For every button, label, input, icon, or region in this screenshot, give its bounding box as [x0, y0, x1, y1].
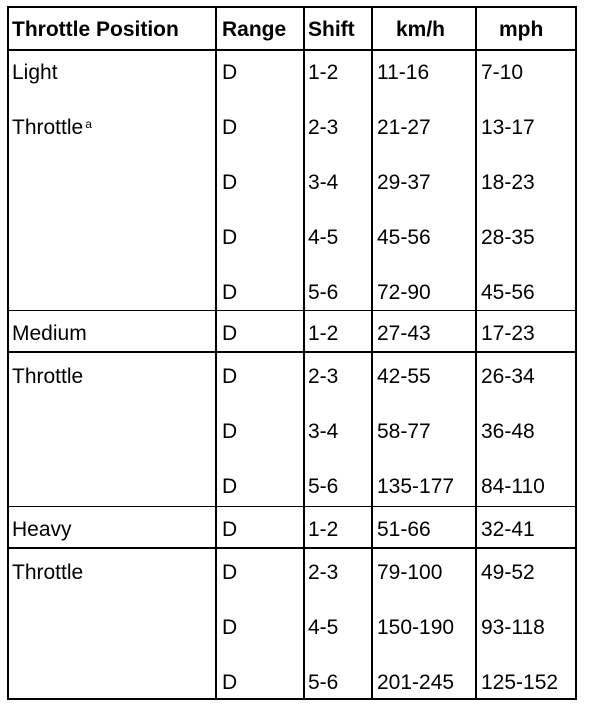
throttle-label-light: Light [12, 61, 58, 84]
cell-shift: 5-6 [308, 281, 339, 304]
group-divider [9, 547, 575, 549]
header-shift: Shift [308, 18, 355, 41]
cell-shift: 1-2 [308, 61, 339, 84]
cell-range: D [222, 116, 238, 139]
cell-kmh: 150-190 [377, 616, 455, 639]
cell-shift: 1-2 [308, 322, 339, 345]
cell-shift: 5-6 [308, 671, 339, 694]
cell-mph: 125-152 [481, 671, 559, 694]
cell-kmh: 21-27 [377, 116, 431, 139]
cell-mph: 18-23 [481, 171, 535, 194]
cell-shift: 4-5 [308, 616, 339, 639]
group-divider [9, 351, 575, 353]
cell-shift: 2-3 [308, 365, 339, 388]
cell-kmh: 42-55 [377, 365, 431, 388]
throttle-label-heavy-2: Throttle [12, 561, 84, 584]
cell-mph: 93-118 [481, 616, 545, 639]
cell-kmh: 58-77 [377, 420, 431, 443]
header-mph: mph [499, 18, 544, 41]
row-divider [9, 310, 575, 311]
header-kmh: km/h [396, 18, 446, 41]
cell-range: D [222, 281, 238, 304]
row-divider [9, 506, 575, 507]
throttle-label-medium-2: Throttle [12, 365, 84, 388]
cell-kmh: 135-177 [377, 475, 455, 498]
header-range: Range [222, 18, 287, 41]
column-divider [303, 8, 305, 698]
cell-range: D [222, 475, 238, 498]
cell-shift: 3-4 [308, 171, 339, 194]
cell-kmh: 29-37 [377, 171, 431, 194]
cell-mph: 28-35 [481, 226, 535, 249]
cell-kmh: 11-16 [377, 61, 430, 84]
header-divider [9, 49, 575, 51]
cell-range: D [222, 61, 238, 84]
cell-shift: 5-6 [308, 475, 339, 498]
cell-range: D [222, 518, 238, 541]
cell-range: D [222, 322, 238, 345]
cell-mph: 13-17 [481, 116, 535, 139]
cell-kmh: 27-43 [377, 322, 431, 345]
throttle-label-heavy: Heavy [12, 518, 72, 541]
column-divider [475, 8, 477, 698]
footnote-marker: a [85, 117, 92, 131]
header-throttle-position: Throttle Position [12, 18, 179, 41]
cell-range: D [222, 365, 238, 388]
cell-shift: 2-3 [308, 561, 339, 584]
cell-mph: 32-41 [481, 518, 535, 541]
cell-range: D [222, 561, 238, 584]
cell-shift: 4-5 [308, 226, 339, 249]
cell-mph: 36-48 [481, 420, 535, 443]
throttle-label-light-2: Throttle $^a$ [12, 116, 92, 139]
column-divider [215, 8, 217, 698]
cell-range: D [222, 420, 238, 443]
cell-range: D [222, 226, 238, 249]
cell-mph: 26-34 [481, 365, 535, 388]
cell-mph: 45-56 [481, 281, 535, 304]
cell-kmh: 51-66 [377, 518, 431, 541]
column-divider [371, 8, 373, 698]
throttle-label-medium: Medium [12, 322, 87, 345]
cell-mph: 17-23 [481, 322, 535, 345]
cell-shift: 1-2 [308, 518, 339, 541]
cell-mph: 49-52 [481, 561, 535, 584]
shift-speed-table [7, 6, 577, 700]
cell-kmh: 45-56 [377, 226, 431, 249]
cell-range: D [222, 671, 238, 694]
cell-mph: 7-10 [481, 61, 524, 84]
cell-kmh: 201-245 [377, 671, 455, 694]
cell-kmh: 72-90 [377, 281, 431, 304]
cell-range: D [222, 171, 238, 194]
cell-shift: 3-4 [308, 420, 339, 443]
cell-shift: 2-3 [308, 116, 339, 139]
cell-mph: 84-110 [481, 475, 545, 498]
cell-kmh: 79-100 [377, 561, 443, 584]
cell-range: D [222, 616, 238, 639]
